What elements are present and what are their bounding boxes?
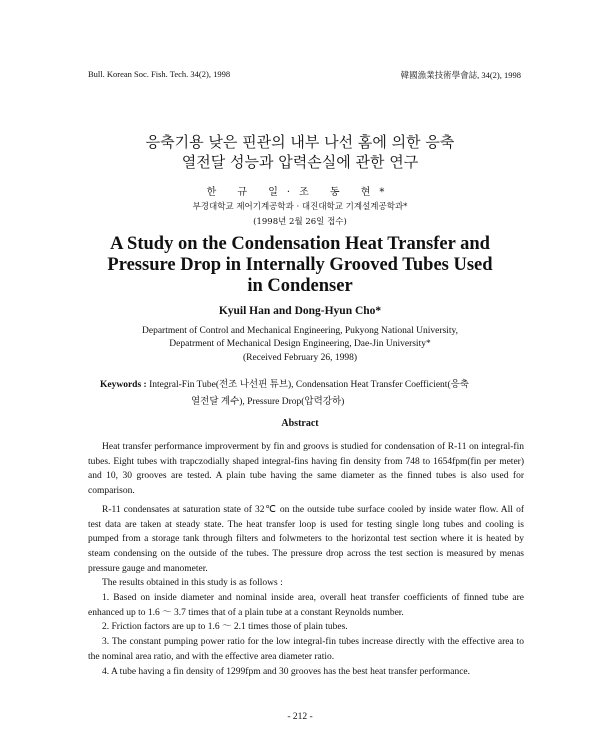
keywords-text-continued: 열전달 계수), Pressure Drop(압력강하) xyxy=(191,397,345,407)
page-number: - 212 - xyxy=(287,712,313,722)
result-item: 3. The constant pumping power ratio for the low integral-fin tubes increase directly with the effective area to the nominal area ratio, and with the effective area diameter ratio. xyxy=(88,637,524,662)
abstract-paragraph: Heat transfer performance improverment by fin and groovs is studied for condensation of R-11 on integral-fin tubes. Eight tubes with trapczodially shaped integral-fins having fin density from 748 to 1654fpm(fin per meter) and 10, 30 grooves are tested. A plain tube having the same diameter as the finned tubes is also used for comparison. xyxy=(88,442,524,497)
result-item: 4. A tube having a fin density of 1299fpm and 30 grooves has the best heat transfer performance. xyxy=(102,666,471,677)
result-item: 2. Friction factors are up to 1.6 ～ 2.1 times those of plain tubes. xyxy=(102,622,348,633)
english-title-line: Pressure Drop in Internally Grooved Tubes Used xyxy=(107,255,493,275)
english-authors: Kyuil Han and Dong-Hyun Cho* xyxy=(218,305,382,317)
affiliation-line: Department of Control and Mechanical Engineering, Pukyong National University, xyxy=(142,326,458,336)
keywords-text: Integral-Fin Tube(전조 나선핀 튜브), Condensation Heat Transfer Coefficient(응축 xyxy=(149,380,469,390)
korean-received-date: (1998년 2월 26일 접수) xyxy=(253,217,347,227)
english-title-line: A Study on the Condensation Heat Transfer and xyxy=(110,234,490,254)
abstract-paragraph: R-11 condensates at saturation state of 32℃ on the outside tube surface cooled by inside water flow. All of test data are taken at steady state. The heat transfer loop is used for testing single long tubes and cooling is pumped from a storage tank through filters and folwmeters to the horizontal test section where it is heated by steam condensing on the outside of the tubes. The pressure drop across the test section is measured by menas pressure gauge and manometer. xyxy=(88,504,524,574)
korean-affiliation: 부경대학교 제어기계공학과 · 대진대학교 기계설계공학과* xyxy=(192,202,408,212)
keywords-block xyxy=(100,377,520,411)
english-affiliation xyxy=(0,325,600,351)
keywords-label: Keywords : xyxy=(100,380,147,390)
journal-citation-english: Bull. Korean Soc. Fish. Tech. 34(2), 1998 xyxy=(88,69,231,79)
korean-title-line: 응축기용 낮은 핀관의 내부 나선 홈에 의한 응축 xyxy=(145,133,455,151)
korean-title xyxy=(0,132,600,172)
english-title-line: in Condenser xyxy=(247,276,353,296)
result-item: 1. Based on inside diameter and nominal inside area, overall heat transfer coefficients of finned tube are enhanced up to 1.6 ～ 3.7 times that of a plain tube at a constant Reynolds number. xyxy=(88,593,524,618)
journal-citation-korean: 韓國漁業技術學會誌, 34(2), 1998 xyxy=(400,70,521,80)
korean-title-line: 열전달 성능과 압력손실에 관한 연구 xyxy=(181,153,419,171)
english-received-date: (Received February 26, 1998) xyxy=(243,353,357,363)
english-title xyxy=(0,234,600,297)
affiliation-line: Depatrment of Mechanical Design Engineering, Dae-Jin University* xyxy=(169,339,431,349)
abstract-body xyxy=(88,440,524,679)
abstract-heading: Abstract xyxy=(281,418,319,429)
abstract-paragraph: The results obtained in this study is as follows : xyxy=(102,578,283,589)
korean-authors: 한 규 일·조 동 현* xyxy=(206,187,394,198)
